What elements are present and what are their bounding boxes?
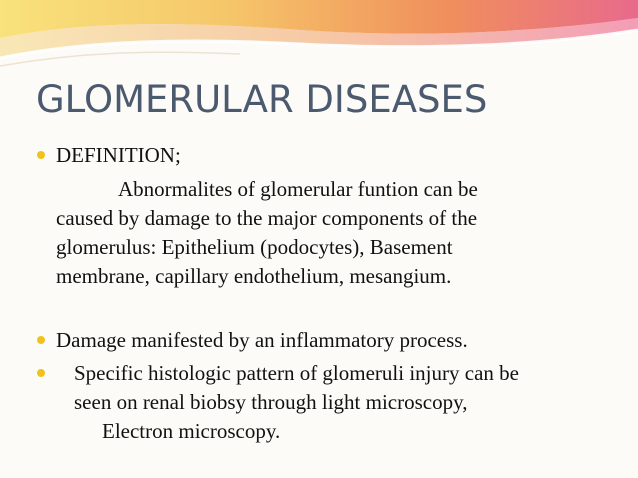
header-wave-decoration <box>0 0 638 90</box>
histology-line-3: Electron microscopy. <box>102 419 281 443</box>
bullet-heading-definition: DEFINITION; <box>56 143 181 167</box>
definition-line-2: caused by damage to the major components of the <box>56 206 478 230</box>
slide-title: GLOMERULAR DISEASES <box>36 78 488 121</box>
bullet-icon <box>37 336 45 344</box>
bullet-damage-line: Damage manifested by an inflammatory process. <box>56 328 468 352</box>
definition-line-3: glomerulus: Epithelium (podocytes), Basement <box>56 235 453 259</box>
definition-line-1: Abnormalites of glomerular funtion can be <box>118 177 478 201</box>
bullet-icon <box>37 151 45 159</box>
bullet-icon <box>37 369 45 377</box>
definition-line-4: membrane, capillary endothelium, mesangium. <box>56 264 452 288</box>
histology-line-1: Specific histologic pattern of glomeruli injury can be <box>74 361 519 385</box>
histology-line-2: seen on renal biobsy through light microscopy, <box>74 390 468 414</box>
